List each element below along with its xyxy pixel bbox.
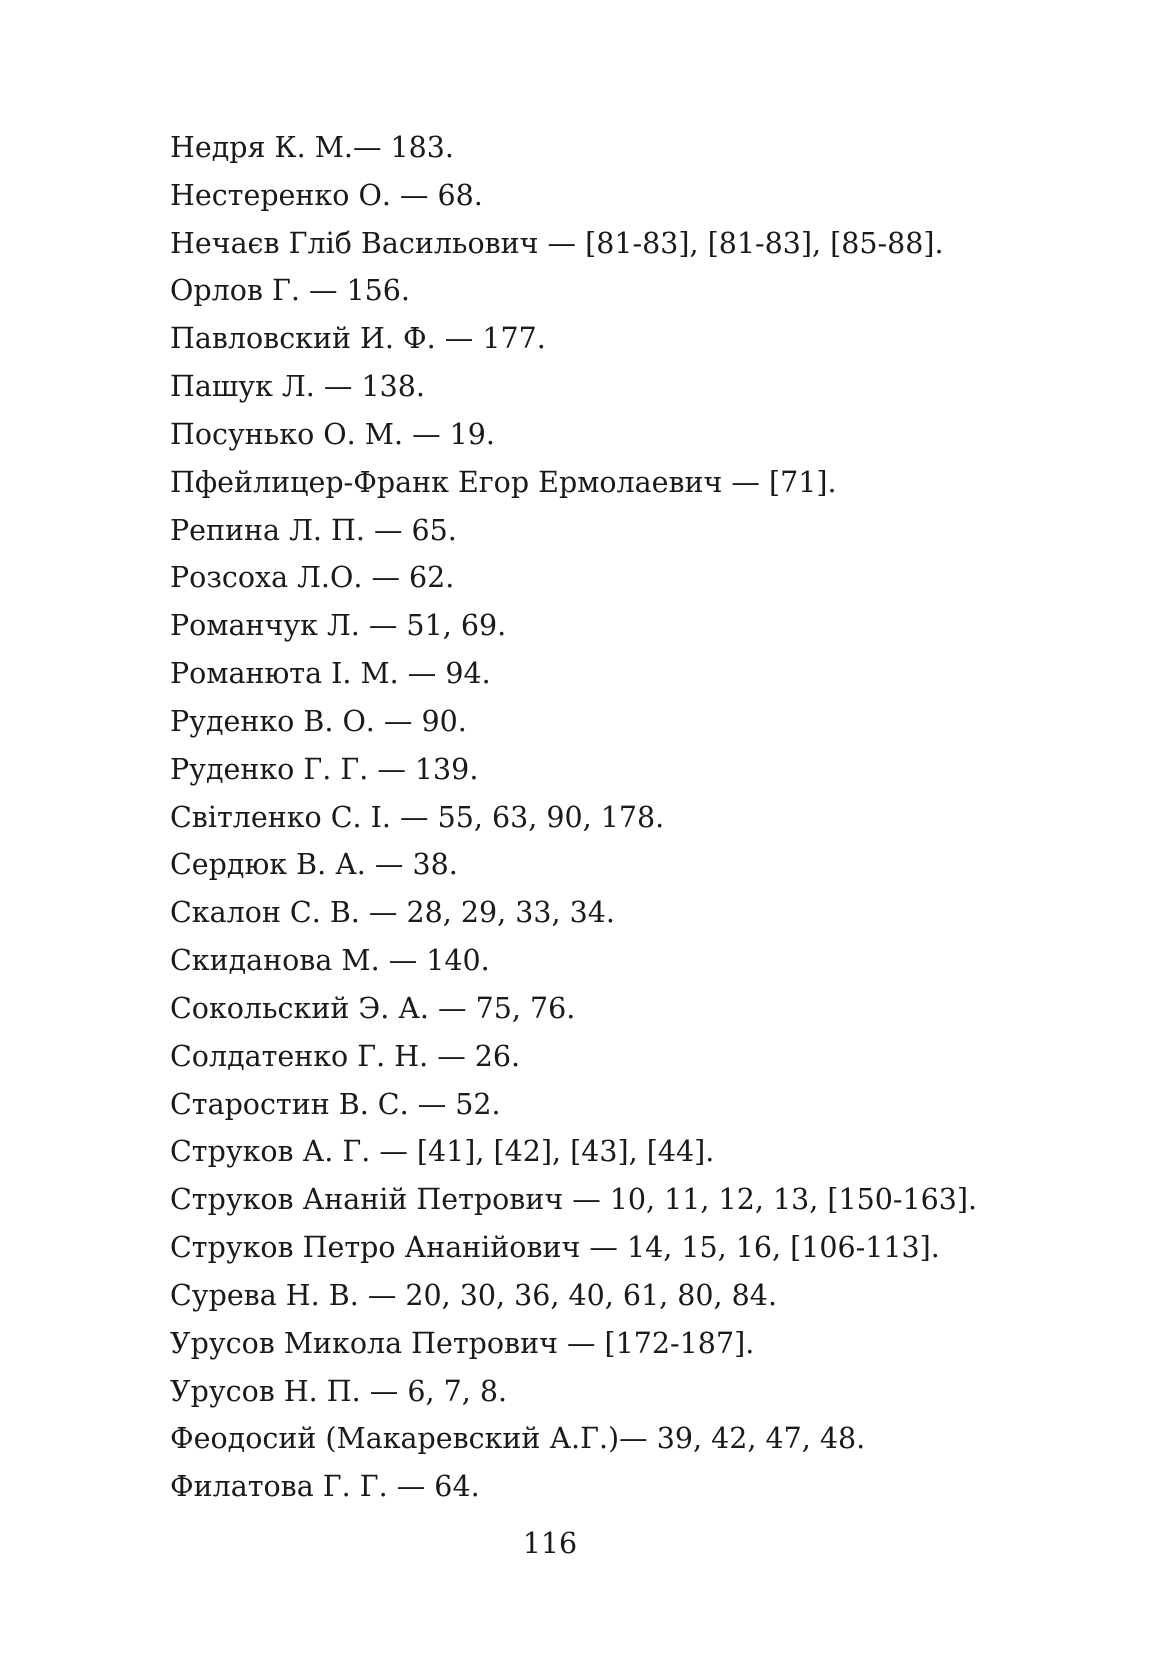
name-index-list [170, 124, 1070, 1511]
index-entry: Недря К. М.— 183. [170, 131, 454, 164]
index-entry: Солдатенко Г. Н. — 26. [170, 1039, 521, 1073]
index-entry: Орлов Г. — 156. [170, 274, 410, 308]
page-number: 116 [522, 1527, 578, 1560]
index-entry: Скалон С. В. — 28, 29, 33, 34. [170, 896, 615, 930]
index-entry: Урусов Н. П. — 6, 7, 8. [170, 1374, 508, 1408]
index-entry: Струков А. Г. — [41], [42], [43], [44]. [170, 1135, 715, 1169]
index-entry: Скиданова М. — 140. [170, 944, 490, 978]
index-entry: Посунько О. М. — 19. [170, 417, 495, 451]
index-entry: Старостин В. С. — 52. [170, 1087, 501, 1121]
index-entry: Пашук Л. — 138. [170, 370, 425, 404]
index-entry: Филатова Г. Г. — 64. [170, 1470, 480, 1504]
index-entry: Світленко С. І. — 55, 63, 90, 178. [170, 800, 665, 834]
index-entry: Нестеренко О. — 68. [170, 178, 483, 212]
index-entry: Розсоха Л.О. — 62. [170, 561, 455, 595]
index-entry: Сокольский Э. А. — 75, 76. [170, 991, 576, 1025]
index-entry: Сурева Н. В. — 20, 30, 36, 40, 61, 80, 84. [170, 1278, 778, 1312]
index-entry: Урусов Микола Петрович — [172-187]. [170, 1326, 755, 1360]
index-entry: Руденко Г. Г. — 139. [170, 752, 479, 786]
index-entry: Струков Петро Ананійович — 14, 15, 16, [106-113]. [170, 1231, 940, 1265]
index-entry: Сердюк В. А. — 38. [170, 848, 458, 882]
index-entry: Павловский И. Ф. — 177. [170, 322, 546, 356]
index-entry: Феодосий (Макаревский А.Г.)— 39, 42, 47, 48. [170, 1422, 866, 1456]
index-entry: Нечаєв Гліб Васильович — [81-83], [81-83], [85-88]. [170, 226, 944, 260]
index-entry: Репина Л. П. — 65. [170, 513, 457, 547]
index-entry: Романчук Л. — 51, 69. [170, 609, 507, 643]
index-entry: Струков Ананій Петрович — 10, 11, 12, 13, [150-163]. [170, 1183, 978, 1217]
index-entry: Пфейлицер-Франк Егор Ермолаевич — [71]. [170, 465, 837, 499]
index-entry: Руденко В. О. — 90. [170, 704, 467, 738]
index-entry: Романюта І. М. — 94. [170, 657, 491, 691]
